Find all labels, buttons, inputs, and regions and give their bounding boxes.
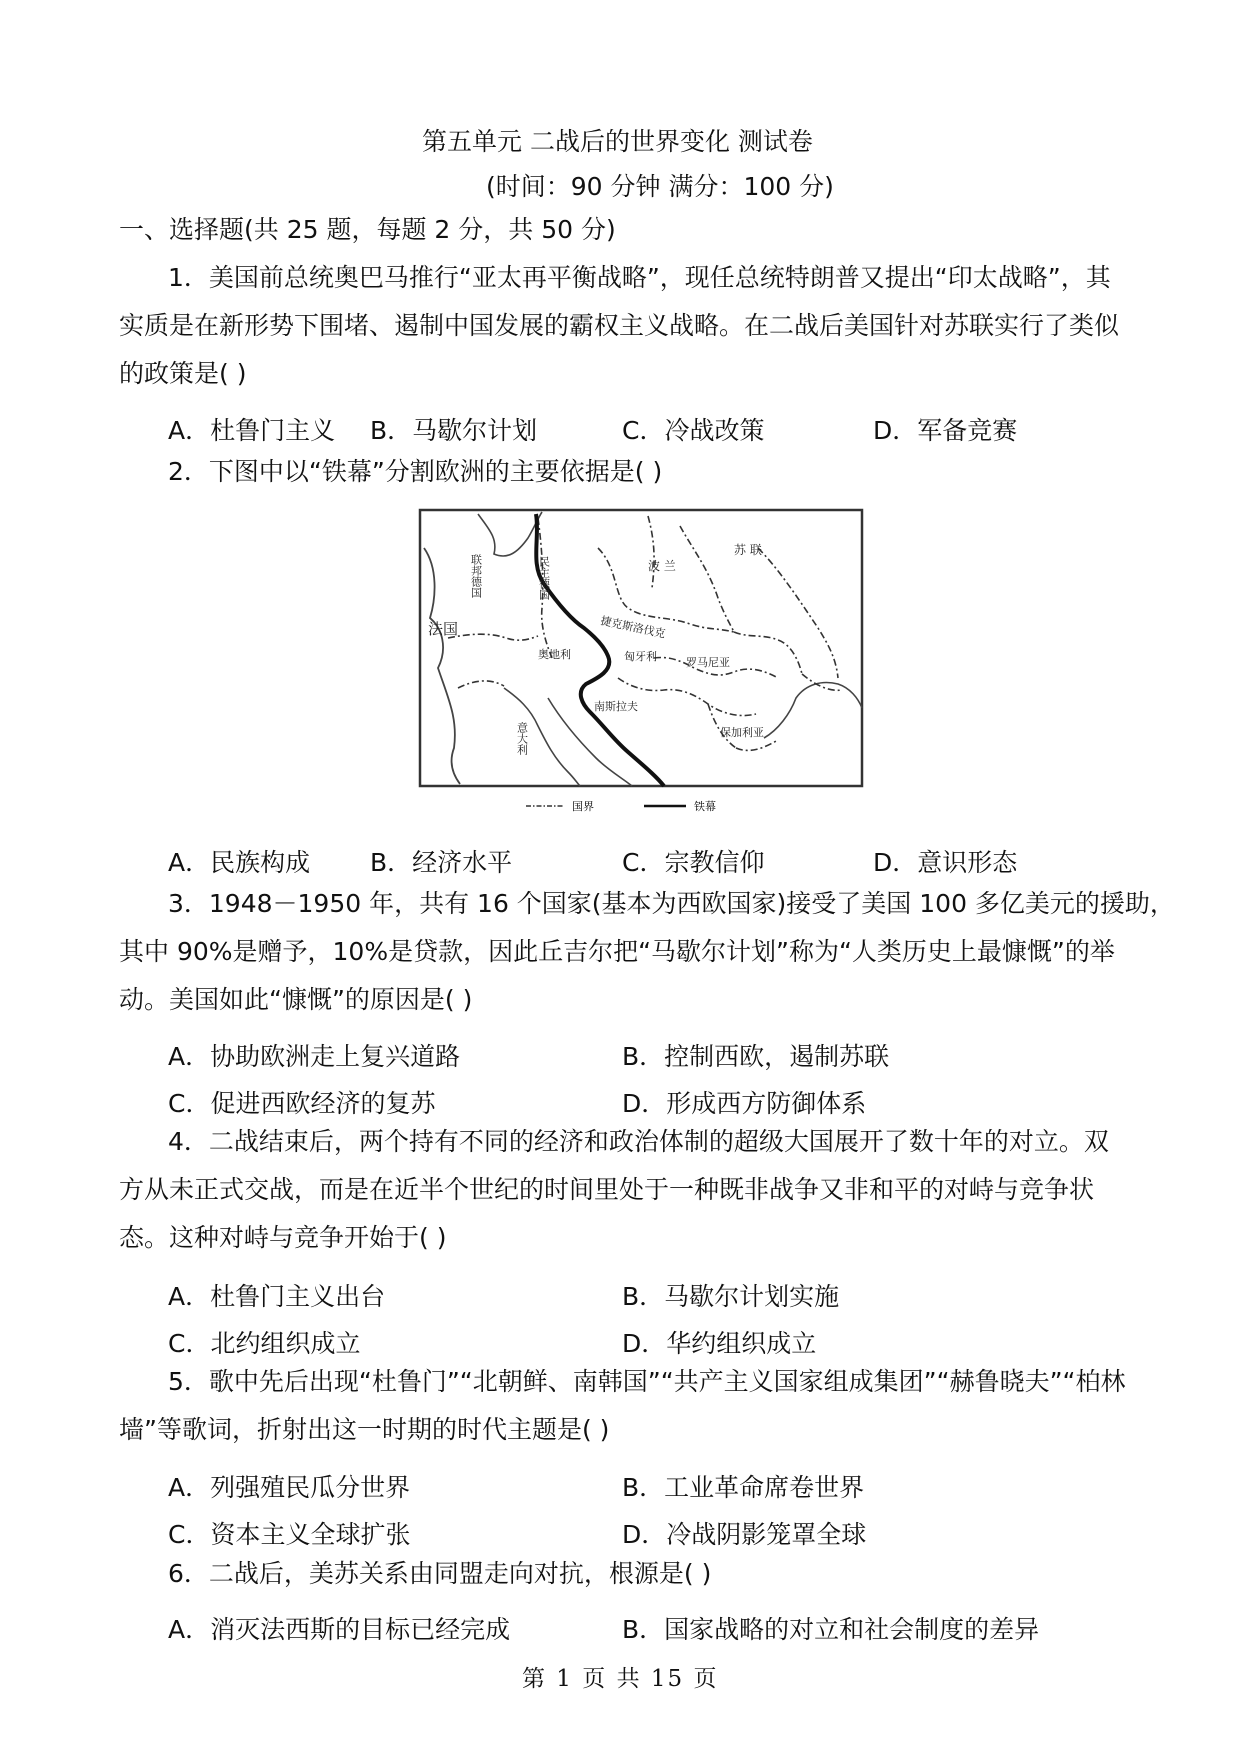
question-5-option-c[interactable]: C．资本主义全球扩张 [168,1520,411,1549]
question-5-line-2: 墙”等歌词，折射出这一时期的时代主题是( ) [119,1415,610,1444]
question-2-option-c[interactable]: C．宗教信仰 [622,848,765,877]
question-2-option-d[interactable]: D．意识形态 [873,848,1018,877]
question-3-line-2: 其中 90%是赠予，10%是贷款，因此丘吉尔把“马歇尔计划”称为“人类历史上最慷慨”的举 [119,937,1115,966]
question-4-option-b[interactable]: B．马歇尔计划实施 [622,1282,840,1311]
map-label-aodili: 奥地利 [538,648,571,661]
iron-curtain-map [418,508,864,818]
question-4-line-3: 态。这种对峙与竞争开始于( ) [119,1223,447,1252]
map-label-minzhu-deguo: 民主德国 [537,556,551,600]
map-label-jiekesiluofake: 捷克斯洛伐克 [599,614,667,641]
map-label-sulian: 苏 联 [734,543,762,557]
map-legend [526,799,716,813]
map-label-faguo: 法国 [428,620,459,638]
map-label-baojialiya: 保加利亚 [720,726,764,739]
map-legend-border-label: 国界 [572,800,594,813]
question-6-option-b[interactable]: B．国家战略的对立和社会制度的差异 [622,1615,1040,1644]
page-number: 第 1 页 共 15 页 [522,1666,719,1692]
question-2-option-b[interactable]: B．经济水平 [370,848,513,877]
document-subtitle: (时间：90 分钟 满分：100 分) [486,172,834,201]
question-5-option-a[interactable]: A．列强殖民瓜分世界 [168,1473,411,1502]
question-3-option-b[interactable]: B．控制西欧，遏制苏联 [622,1042,890,1071]
question-6-line-1: 6．二战后，美苏关系由同盟走向对抗，根源是( ) [168,1559,712,1588]
question-1-line-1: 1．美国前总统奥巴马推行“亚太再平衡战略”，现任总统特朗普又提出“印太战略”，其 [168,263,1111,292]
map-frame [420,510,862,786]
question-4-line-2: 方从未正式交战，而是在近半个世纪的时间里处于一种既非战争又非和平的对峙与竞争状 [119,1175,1095,1204]
question-1-line-3: 的政策是( ) [119,359,247,388]
section-heading: 一、选择题(共 25 题，每题 2 分，共 50 分) [119,215,616,244]
map-label-luomaniya: 罗马尼亚 [686,656,730,669]
question-2-line-1: 2．下图中以“铁幕”分割欧洲的主要依据是( ) [168,457,663,486]
question-6-option-a[interactable]: A．消灭法西斯的目标已经完成 [168,1615,511,1644]
map-label-bolan: 波 兰 [648,559,676,573]
question-3-option-d[interactable]: D．形成西方防御体系 [622,1089,867,1118]
question-1-option-c[interactable]: C．冷战改策 [622,416,765,445]
question-1-option-d[interactable]: D．军备竞赛 [873,416,1018,445]
map-label-nansilafu: 南斯拉夫 [594,700,638,713]
question-3-line-1: 3．1948－1950 年，共有 16 个国家(基本为西欧国家)接受了美国 100 多亿美元的援助， [168,889,1175,918]
question-2-option-a[interactable]: A．民族构成 [168,848,311,877]
map-legend-curtain-label: 铁幕 [694,800,716,813]
question-4-option-c[interactable]: C．北约组织成立 [168,1329,361,1358]
question-4-option-a[interactable]: A．杜鲁门主义出台 [168,1282,386,1311]
question-5-option-d[interactable]: D．冷战阴影笼罩全球 [622,1520,867,1549]
map-label-lianbang-deguo: 联邦德国 [469,554,483,598]
question-4-line-1: 4．二战结束后，两个持有不同的经济和政治体制的超级大国展开了数十年的对立。双 [168,1127,1109,1156]
question-1-option-a[interactable]: A．杜鲁门主义 [168,416,336,445]
question-3-line-3: 动。美国如此“慷慨”的原因是( ) [119,985,473,1014]
map-label-xiongyali: 匈牙利 [624,650,657,663]
question-3-option-c[interactable]: C．促进西欧经济的复苏 [168,1089,436,1118]
question-3-option-a[interactable]: A．协助欧洲走上复兴道路 [168,1042,461,1071]
question-1-option-b[interactable]: B．马歇尔计划 [370,416,538,445]
question-4-option-d[interactable]: D．华约组织成立 [622,1329,817,1358]
document-title: 第五单元 二战后的世界变化 测试卷 [422,127,813,156]
question-1-line-2: 实质是在新形势下围堵、遏制中国发展的霸权主义战略。在二战后美国针对苏联实行了类似 [119,311,1120,340]
question-5-option-b[interactable]: B．工业革命席卷世界 [622,1473,865,1502]
map-label-yidali: 意大利 [515,722,529,755]
question-5-line-1: 5．歌中先后出现“杜鲁门”“北朝鲜、南韩国”“共产主义国家组成集团”“赫鲁晓夫”“柏林 [168,1367,1126,1396]
